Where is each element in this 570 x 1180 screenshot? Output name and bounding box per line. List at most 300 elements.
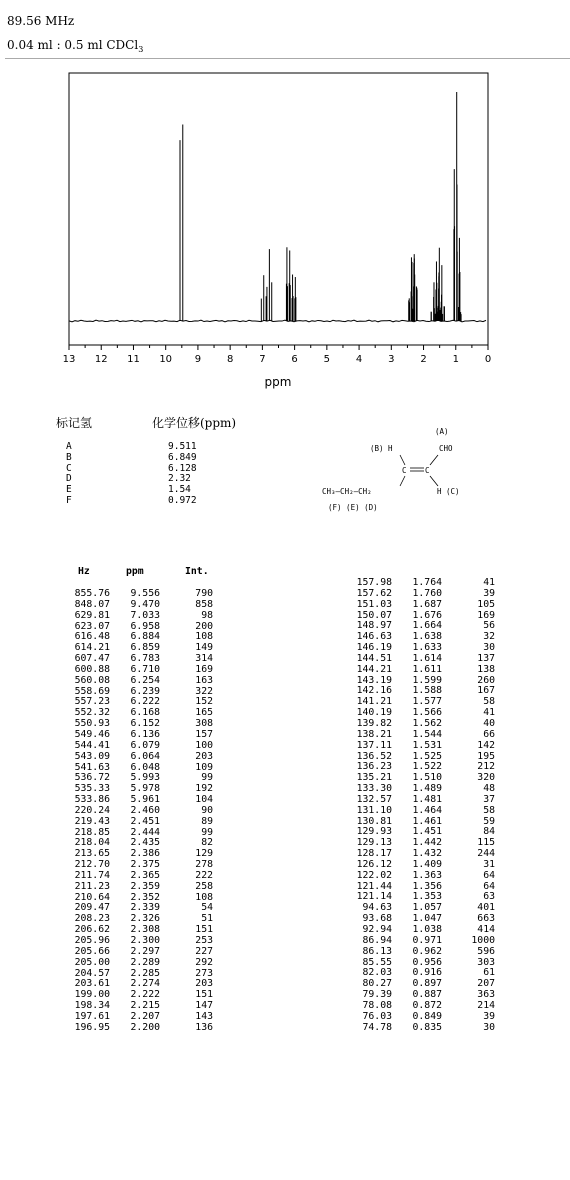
ppm-cell: 1.676 xyxy=(412,609,442,621)
int-cell: 1000 xyxy=(471,934,495,946)
ppm-cell: 5.993 xyxy=(130,772,160,784)
table-row xyxy=(340,741,495,752)
ppm-cell: 1.356 xyxy=(412,880,442,892)
int-cell: 98 xyxy=(201,609,213,621)
ppm-cell: 1.522 xyxy=(412,761,442,773)
hz-cell: 208.23 xyxy=(74,913,110,925)
int-cell: 129 xyxy=(195,848,213,860)
ppm-cell: 6.152 xyxy=(130,718,160,730)
int-cell: 32 xyxy=(483,631,495,643)
int-cell: 82 xyxy=(201,837,213,849)
int-cell: 165 xyxy=(195,707,213,719)
int-cell: 143 xyxy=(195,1010,213,1022)
hz-cell: 74.78 xyxy=(362,1021,392,1033)
ppm-cell: 9.556 xyxy=(130,588,160,599)
x-tick-label: 0 xyxy=(484,354,492,365)
hz-cell: 141.21 xyxy=(356,696,392,708)
ppm-cell: 6.168 xyxy=(130,707,160,719)
int-cell: 109 xyxy=(195,761,213,773)
int-cell: 169 xyxy=(477,609,495,621)
int-cell: 58 xyxy=(483,804,495,816)
assignment-label: F xyxy=(66,494,72,506)
ppm-cell: 2.359 xyxy=(130,880,160,892)
ppm-cell: 0.897 xyxy=(412,978,442,990)
int-cell: 63 xyxy=(483,891,495,903)
int-cell: 414 xyxy=(477,924,495,935)
bond-h-c1 xyxy=(400,455,405,465)
ppm-cell: 1.599 xyxy=(412,674,442,686)
hz-cell: 199.00 xyxy=(74,989,110,1001)
ppm-cell: 2.274 xyxy=(130,978,160,990)
int-cell: 203 xyxy=(195,750,213,762)
hz-cell: 535.33 xyxy=(74,783,110,795)
hz-cell: 196.95 xyxy=(74,1021,110,1033)
ppm-cell: 6.859 xyxy=(130,642,160,654)
ppm-cell: 1.442 xyxy=(412,837,442,849)
assignment-shift: 2.32 xyxy=(168,473,191,485)
hz-cell: 130.81 xyxy=(356,815,392,827)
ppm-cell: 6.079 xyxy=(130,739,160,751)
hz-cell: 536.72 xyxy=(74,772,110,784)
assignment-label: B xyxy=(66,451,72,463)
table-row xyxy=(58,611,213,622)
ppm-cell: 6.783 xyxy=(130,653,160,665)
hz-cell: 148.97 xyxy=(356,620,392,632)
ppm-cell: 2.339 xyxy=(130,902,160,914)
ppm-cell: 2.365 xyxy=(130,869,160,881)
hz-cell: 218.85 xyxy=(74,826,110,838)
structure-labels-fed: (F) (E) (D) xyxy=(328,503,378,512)
hz-cell: 855.76 xyxy=(74,588,110,599)
ppm-cell: 1.562 xyxy=(412,717,442,729)
spectrometer-frequency: 89.56 MHz xyxy=(7,14,75,28)
table-row xyxy=(58,676,213,687)
header-divider xyxy=(5,58,570,59)
int-cell: 37 xyxy=(483,793,495,805)
hz-cell: 139.82 xyxy=(356,717,392,729)
x-tick-label: 8 xyxy=(226,354,234,365)
ppm-cell: 6.239 xyxy=(130,685,160,697)
int-cell: 596 xyxy=(477,945,495,957)
int-cell: 108 xyxy=(195,631,213,643)
hz-cell: 129.13 xyxy=(356,837,392,849)
ppm-cell: 1.633 xyxy=(412,642,442,654)
hz-cell: 82.03 xyxy=(362,967,392,979)
int-cell: 790 xyxy=(195,588,213,599)
hz-cell: 560.08 xyxy=(74,674,110,686)
ppm-cell: 2.308 xyxy=(130,924,160,936)
hz-cell: 129.93 xyxy=(356,826,392,838)
int-cell: 39 xyxy=(483,587,495,599)
int-cell: 48 xyxy=(483,783,495,795)
ppm-cell: 2.352 xyxy=(130,891,160,903)
int-cell: 163 xyxy=(195,674,213,686)
molecular-structure xyxy=(318,428,518,518)
ppm-cell: 1.451 xyxy=(412,826,442,838)
ppm-cell: 1.760 xyxy=(412,587,442,599)
hz-cell: 131.10 xyxy=(356,804,392,816)
hz-cell: 220.24 xyxy=(74,804,110,816)
ppm-cell: 9.470 xyxy=(130,598,160,610)
ppm-cell: 2.451 xyxy=(130,815,160,827)
int-cell: 99 xyxy=(201,826,213,838)
table-row xyxy=(58,882,213,893)
hz-cell: 533.86 xyxy=(74,794,110,806)
int-cell: 258 xyxy=(195,880,213,892)
ppm-cell: 2.285 xyxy=(130,967,160,979)
hz-cell: 211.74 xyxy=(74,869,110,881)
table-row xyxy=(340,665,495,676)
ppm-cell: 1.047 xyxy=(412,913,442,925)
x-tick-label: 6 xyxy=(291,354,298,365)
int-cell: 138 xyxy=(477,663,495,675)
int-cell: 314 xyxy=(195,653,213,665)
structure-c1: C xyxy=(402,466,407,475)
int-cell: 227 xyxy=(195,945,213,957)
x-tick-label: 9 xyxy=(194,354,202,365)
hz-cell: 80.27 xyxy=(362,978,392,990)
int-cell: 152 xyxy=(195,696,213,708)
table-row xyxy=(340,806,495,817)
hz-cell: 550.93 xyxy=(74,718,110,730)
ppm-cell: 6.254 xyxy=(130,674,160,686)
ppm-cell: 6.958 xyxy=(130,620,160,632)
hz-cell: 85.55 xyxy=(362,956,392,968)
hz-cell: 549.46 xyxy=(74,728,110,740)
hz-cell: 144.21 xyxy=(356,663,392,675)
hz-cell: 121.44 xyxy=(356,880,392,892)
hz-cell: 121.14 xyxy=(356,891,392,903)
x-tick-label: 10 xyxy=(159,354,173,365)
int-cell: 39 xyxy=(483,1010,495,1022)
hz-cell: 541.63 xyxy=(74,761,110,773)
ppm-cell: 1.510 xyxy=(412,772,442,784)
ppm-cell: 2.326 xyxy=(130,913,160,925)
hz-cell: 600.88 xyxy=(74,663,110,675)
int-cell: 157 xyxy=(195,728,213,740)
int-cell: 278 xyxy=(195,859,213,871)
hz-cell: 205.96 xyxy=(74,935,110,946)
hz-cell: 76.03 xyxy=(362,1010,392,1022)
hz-cell: 203.61 xyxy=(74,978,110,990)
ppm-cell: 1.687 xyxy=(412,598,442,610)
int-cell: 203 xyxy=(195,978,213,990)
hz-cell: 137.11 xyxy=(356,739,392,751)
hz-cell: 144.51 xyxy=(356,652,392,664)
hz-cell: 218.04 xyxy=(74,837,110,849)
hz-cell: 623.07 xyxy=(74,620,110,632)
hz-cell: 552.32 xyxy=(74,707,110,719)
assignment-shift: 9.511 xyxy=(168,441,197,452)
ppm-cell: 1.764 xyxy=(412,577,442,588)
x-axis-label: ppm xyxy=(264,375,292,389)
ppm-cell: 5.978 xyxy=(130,783,160,795)
x-tick-label: 4 xyxy=(355,354,363,365)
hz-cell: 205.66 xyxy=(74,945,110,957)
int-cell: 54 xyxy=(201,902,213,914)
x-tick-label: 11 xyxy=(127,354,140,365)
int-cell: 214 xyxy=(477,999,495,1011)
hz-cell: 211.23 xyxy=(74,880,110,892)
int-cell: 100 xyxy=(195,739,213,751)
ppm-cell: 2.375 xyxy=(130,859,160,871)
ppm-cell: 0.971 xyxy=(412,934,442,946)
ppm-cell: 1.489 xyxy=(412,783,442,795)
hz-cell: 210.64 xyxy=(74,891,110,903)
hz-cell: 132.57 xyxy=(356,793,392,805)
ppm-cell: 6.136 xyxy=(130,728,160,740)
table-row xyxy=(58,1023,213,1034)
ppm-cell: 1.432 xyxy=(412,848,442,860)
peaks-layer xyxy=(180,92,461,321)
int-cell: 58 xyxy=(483,696,495,708)
assignment-shift: 0.972 xyxy=(168,494,197,506)
ppm-cell: 1.544 xyxy=(412,728,442,740)
int-cell: 303 xyxy=(477,956,495,968)
table-row xyxy=(340,1023,495,1034)
structure-label-bh: (B) H xyxy=(370,444,393,453)
table-row xyxy=(340,1012,495,1023)
conditions-text: 0.04 ml : 0.5 ml CDCl xyxy=(7,38,139,52)
hz-cell: 136.52 xyxy=(356,750,392,762)
x-tick-label: 7 xyxy=(259,354,266,365)
hz-cell: 92.94 xyxy=(362,924,392,935)
table-row xyxy=(340,947,495,958)
structure-hc: H (C) xyxy=(437,487,460,496)
int-cell: 40 xyxy=(483,717,495,729)
ppm-cell: 1.464 xyxy=(412,804,442,816)
hz-cell: 198.34 xyxy=(74,1000,110,1012)
int-cell: 260 xyxy=(477,674,495,686)
ppm-cell: 6.710 xyxy=(130,663,160,675)
int-cell: 401 xyxy=(477,902,495,914)
assignment-label: C xyxy=(66,462,72,474)
ppm-cell: 2.435 xyxy=(130,837,160,849)
hz-cell: 848.07 xyxy=(74,598,110,610)
ppm-cell: 7.033 xyxy=(130,609,160,621)
int-cell: 151 xyxy=(195,989,213,1001)
int-cell: 322 xyxy=(195,685,213,697)
int-cell: 105 xyxy=(477,598,495,610)
hz-cell: 93.68 xyxy=(362,913,392,925)
hz-cell: 212.70 xyxy=(74,859,110,871)
int-cell: 320 xyxy=(477,772,495,784)
ppm-cell: 1.409 xyxy=(412,858,442,870)
int-cell: 858 xyxy=(195,598,213,610)
ppm-cell: 6.884 xyxy=(130,631,160,643)
ppm-cell: 1.664 xyxy=(412,620,442,632)
x-tick-label: 12 xyxy=(94,354,108,365)
peak-table-right xyxy=(340,578,495,1033)
int-cell: 64 xyxy=(483,880,495,892)
hz-cell: 140.19 xyxy=(356,707,392,719)
int-cell: 149 xyxy=(195,642,213,654)
structure-label-a: (A) xyxy=(435,428,449,436)
ppm-cell: 1.461 xyxy=(412,815,442,827)
int-cell: 212 xyxy=(477,761,495,773)
hz-cell: 135.21 xyxy=(356,772,392,784)
hz-cell: 209.47 xyxy=(74,902,110,914)
int-cell: 137 xyxy=(477,652,495,664)
table-row xyxy=(58,958,213,969)
hz-cell: 142.16 xyxy=(356,685,392,697)
int-cell: 253 xyxy=(195,935,213,946)
int-cell: 99 xyxy=(201,772,213,784)
hz-cell: 150.07 xyxy=(356,609,392,621)
int-cell: 195 xyxy=(477,750,495,762)
int-cell: 30 xyxy=(483,642,495,654)
assignment-label: D xyxy=(66,473,72,485)
hz-cell: 543.09 xyxy=(74,750,110,762)
table-row xyxy=(340,600,495,611)
hz-cell: 205.00 xyxy=(74,956,110,968)
ppm-cell: 1.611 xyxy=(412,663,442,675)
ppm-cell: 2.289 xyxy=(130,956,160,968)
bond-c2-h xyxy=(430,476,438,486)
ppm-cell: 6.064 xyxy=(130,750,160,762)
int-cell: 200 xyxy=(195,620,213,632)
x-tick-label: 5 xyxy=(323,354,331,365)
assignment-shift: 1.54 xyxy=(168,484,191,496)
ppm-cell: 0.835 xyxy=(412,1021,442,1033)
int-cell: 169 xyxy=(195,663,213,675)
ppm-cell: 1.614 xyxy=(412,652,442,664)
hz-cell: 614.21 xyxy=(74,642,110,654)
assignment-shift: 6.128 xyxy=(168,462,197,474)
ppm-cell: 0.916 xyxy=(412,967,442,979)
ppm-cell: 1.353 xyxy=(412,891,442,903)
ppm-cell: 2.207 xyxy=(130,1010,160,1022)
table-row xyxy=(340,871,495,882)
int-cell: 108 xyxy=(195,891,213,903)
int-cell: 222 xyxy=(195,869,213,881)
int-cell: 192 xyxy=(195,783,213,795)
int-cell: 61 xyxy=(483,967,495,979)
int-cell: 64 xyxy=(483,869,495,881)
hz-cell: 79.39 xyxy=(362,989,392,1001)
assignment-label-header: 标记氢 xyxy=(56,416,93,430)
hz-cell: 122.02 xyxy=(356,869,392,881)
ppm-cell: 0.872 xyxy=(412,999,442,1011)
int-cell: 84 xyxy=(483,826,495,838)
hz-cell: 94.63 xyxy=(362,902,392,914)
hz-cell: 138.21 xyxy=(356,728,392,740)
hz-cell: 86.13 xyxy=(362,945,392,957)
hz-cell: 146.19 xyxy=(356,642,392,654)
int-cell: 41 xyxy=(483,707,495,719)
ppm-cell: 1.531 xyxy=(412,739,442,751)
table-header-hz: Hz xyxy=(78,566,90,577)
sample-conditions xyxy=(7,38,143,54)
int-cell: 104 xyxy=(195,794,213,806)
hz-cell: 607.47 xyxy=(74,653,110,665)
x-tick-label: 3 xyxy=(388,354,395,365)
int-cell: 663 xyxy=(477,913,495,925)
x-tick-label: 13 xyxy=(62,354,76,365)
ppm-cell: 0.962 xyxy=(412,945,442,957)
assignment-label: A xyxy=(66,441,72,452)
ppm-cell: 2.200 xyxy=(130,1021,160,1033)
hz-cell: 544.41 xyxy=(74,739,110,751)
int-cell: 292 xyxy=(195,956,213,968)
conditions-subscript: 3 xyxy=(138,45,144,54)
spectrum-trace xyxy=(69,320,486,322)
nmr-spectrum-chart xyxy=(0,70,570,400)
int-cell: 59 xyxy=(483,815,495,827)
ppm-cell: 2.386 xyxy=(130,848,160,860)
hz-cell: 206.62 xyxy=(74,924,110,936)
peak-table-left xyxy=(58,589,213,1034)
ppm-cell: 1.577 xyxy=(412,696,442,708)
ppm-cell: 1.038 xyxy=(412,924,442,935)
table-row xyxy=(58,817,213,828)
int-cell: 41 xyxy=(483,577,495,588)
hz-cell: 204.57 xyxy=(74,967,110,979)
int-cell: 151 xyxy=(195,924,213,936)
hz-cell: 557.23 xyxy=(74,696,110,708)
structure-c2: C xyxy=(425,466,430,475)
ppm-cell: 1.481 xyxy=(412,793,442,805)
ppm-cell: 2.460 xyxy=(130,804,160,816)
structure-cho: CHO xyxy=(439,444,453,453)
int-cell: 147 xyxy=(195,1000,213,1012)
hz-cell: 616.48 xyxy=(74,631,110,643)
ppm-cell: 2.300 xyxy=(130,935,160,946)
x-tick-label: 1 xyxy=(452,354,459,365)
structure-chain: CH₃—CH₂—CH₂ xyxy=(322,487,372,496)
ppm-cell: 1.566 xyxy=(412,707,442,719)
ppm-cell: 2.444 xyxy=(130,826,160,838)
hz-cell: 86.94 xyxy=(362,934,392,946)
x-tick-label: 2 xyxy=(420,354,427,365)
table-header-ppm: ppm xyxy=(126,566,144,577)
table-row xyxy=(58,752,213,763)
int-cell: 363 xyxy=(477,989,495,1001)
assignment-labels xyxy=(66,442,72,507)
hz-cell: 133.30 xyxy=(356,783,392,795)
int-cell: 142 xyxy=(477,739,495,751)
bond-cho-c2 xyxy=(430,455,438,465)
int-cell: 56 xyxy=(483,620,495,632)
hz-cell: 136.23 xyxy=(356,761,392,773)
hz-cell: 558.69 xyxy=(74,685,110,697)
hz-cell: 157.62 xyxy=(356,587,392,599)
ppm-cell: 1.525 xyxy=(412,750,442,762)
hz-cell: 78.08 xyxy=(362,999,392,1011)
int-cell: 115 xyxy=(477,837,495,849)
assignment-shift-header: 化学位移(ppm) xyxy=(152,416,237,430)
int-cell: 244 xyxy=(477,848,495,860)
hz-cell: 143.19 xyxy=(356,674,392,686)
assignment-shifts xyxy=(168,442,197,507)
ppm-cell: 1.638 xyxy=(412,631,442,643)
ppm-cell: 2.215 xyxy=(130,1000,160,1012)
ppm-cell: 1.057 xyxy=(412,902,442,914)
ppm-cell: 0.887 xyxy=(412,989,442,1001)
hz-cell: 197.61 xyxy=(74,1010,110,1022)
ppm-cell: 5.961 xyxy=(130,794,160,806)
hz-cell: 151.03 xyxy=(356,598,392,610)
assignment-label: E xyxy=(66,484,72,496)
x-axis-ticks xyxy=(63,345,492,365)
int-cell: 207 xyxy=(477,978,495,990)
int-cell: 273 xyxy=(195,967,213,979)
ppm-cell: 2.297 xyxy=(130,945,160,957)
ppm-cell: 1.363 xyxy=(412,869,442,881)
int-cell: 66 xyxy=(483,728,495,740)
assignment-shift: 6.849 xyxy=(168,451,197,463)
int-cell: 167 xyxy=(477,685,495,697)
